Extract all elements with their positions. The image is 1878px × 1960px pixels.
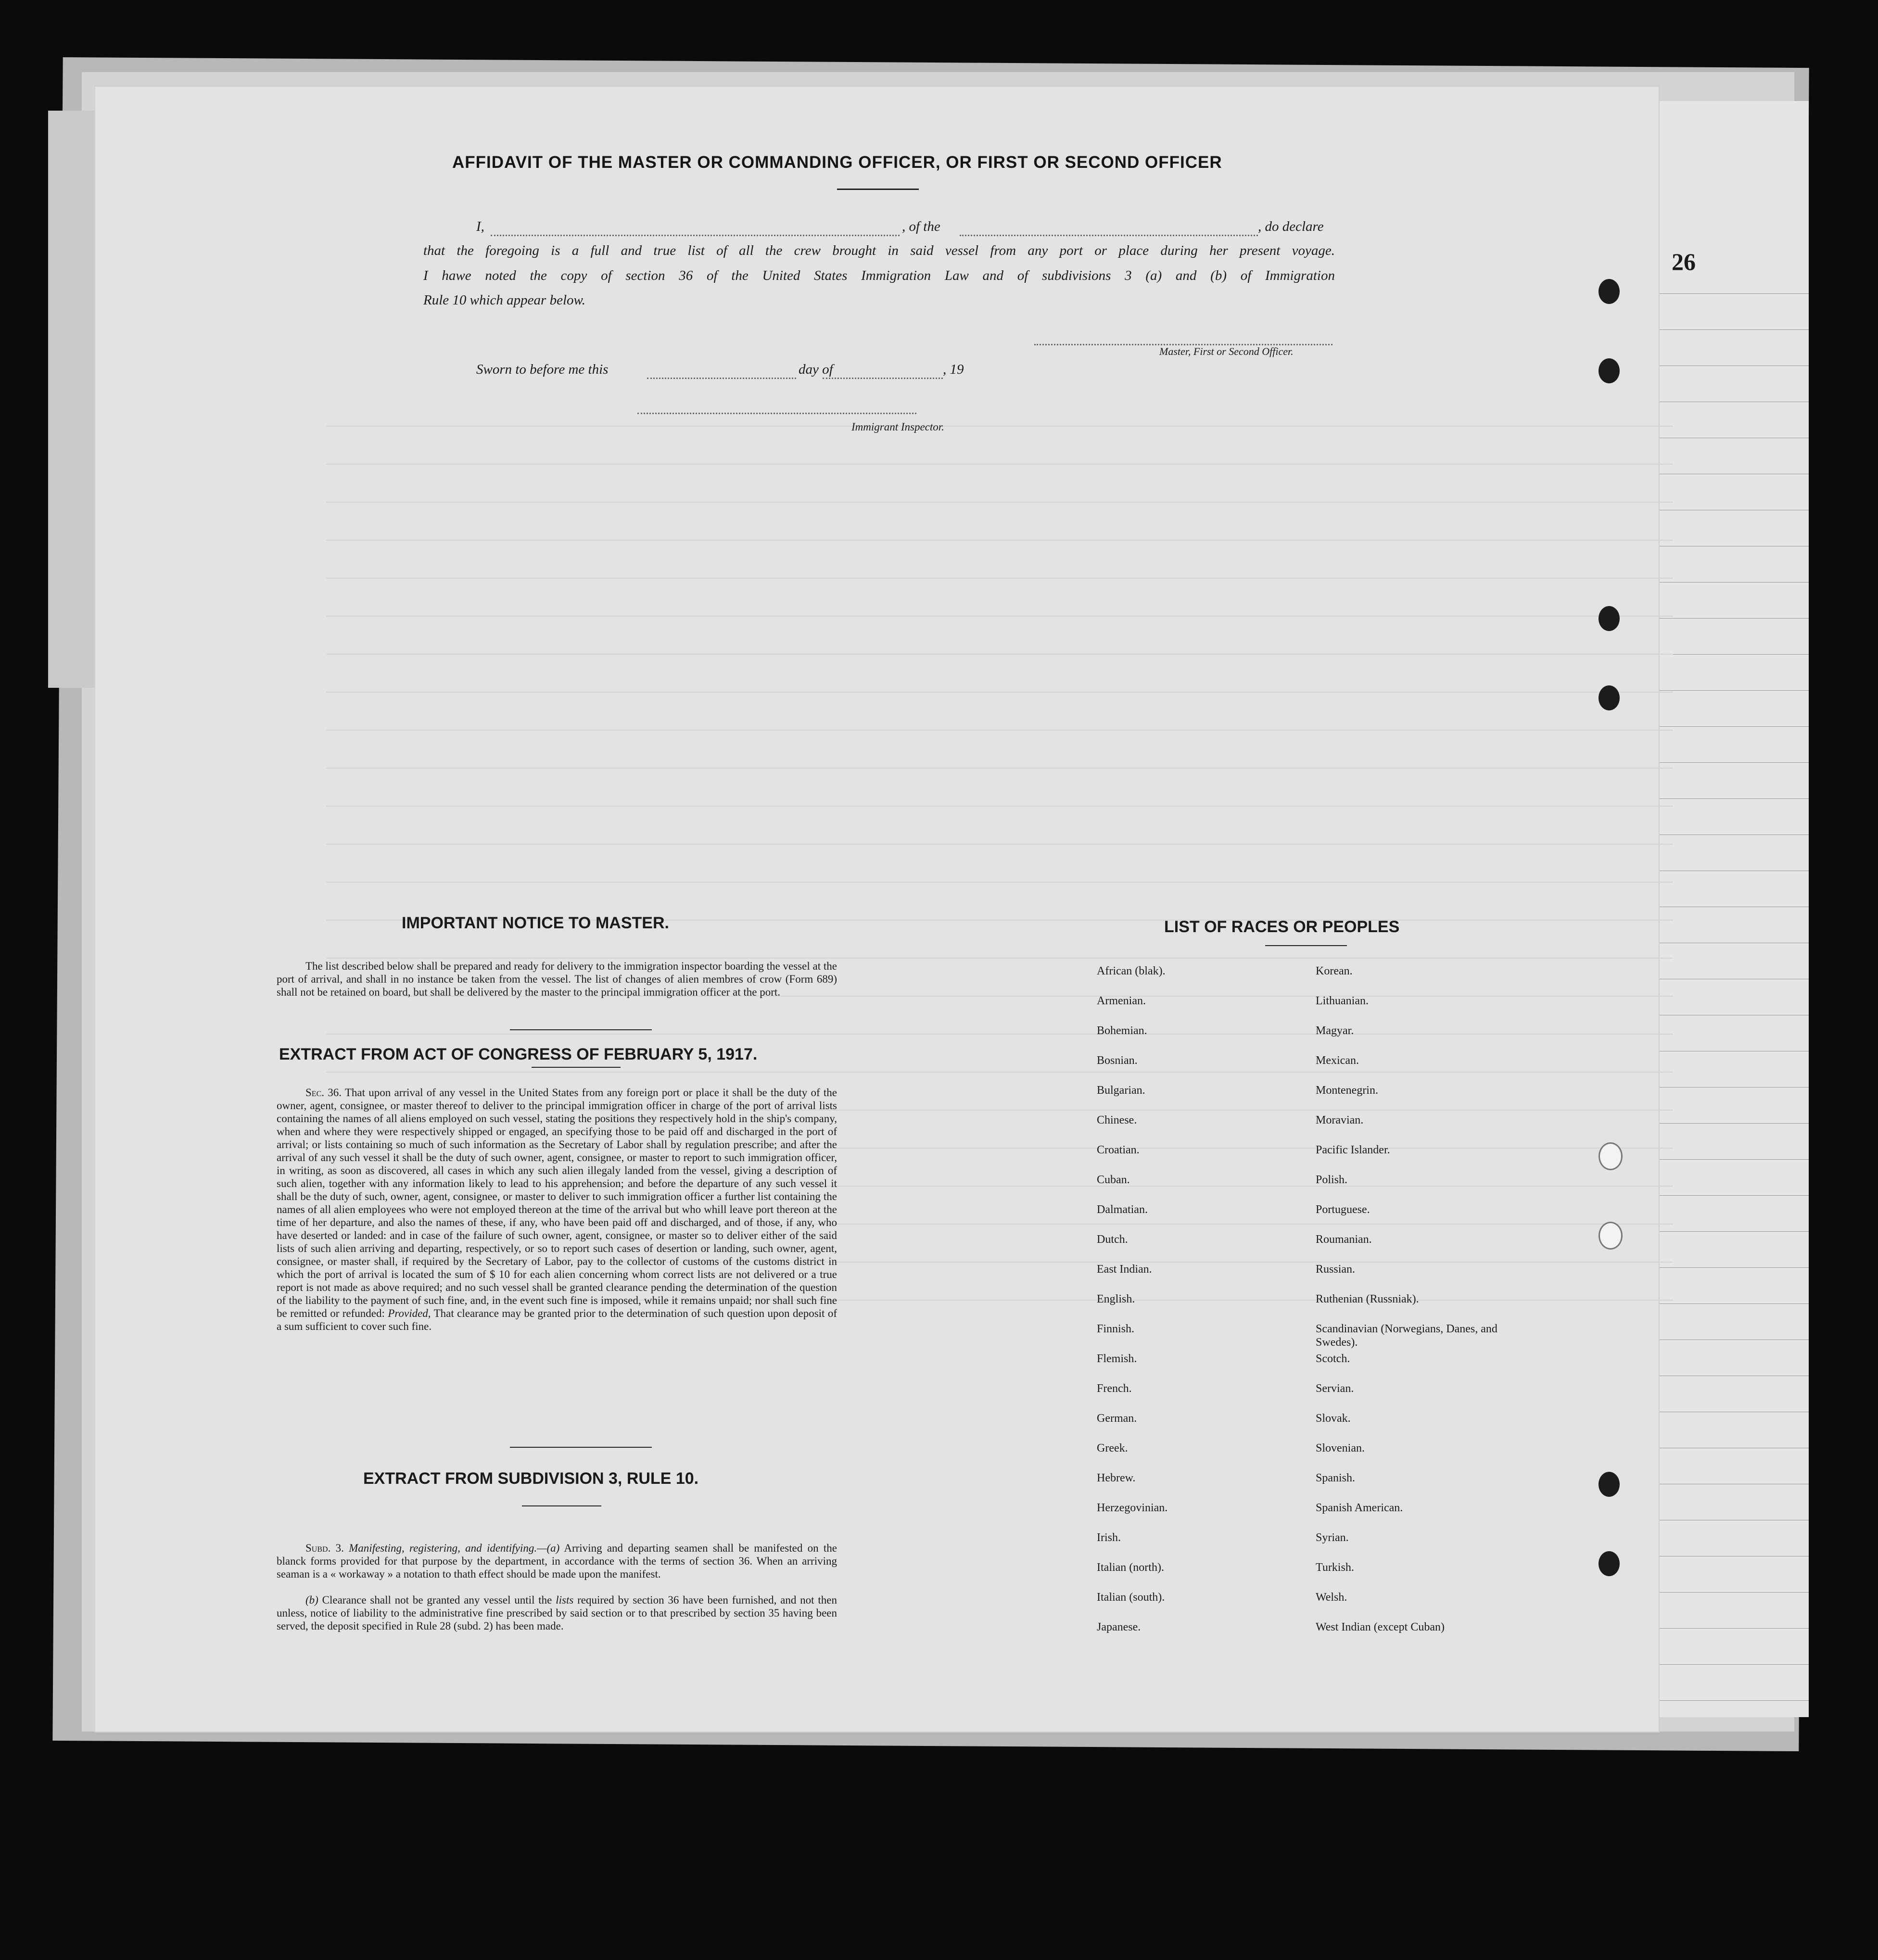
ledger-line [1636,618,1809,619]
divider [532,1067,621,1068]
extract-act-body [277,1086,837,1333]
race-item: Magyar. [1316,1024,1354,1037]
affidavit-title: AFFIDAVIT OF THE MASTER OR COMMANDING OFFICER, OR FIRST OR SECOND OFFICER [452,153,1222,172]
sworn-day: day of [799,362,833,377]
notice-body: The list described below shall be prepared and ready for delivery to the immigration inspector boarding the vessel at the port of arrival, and shall in no instance be taken from the vessel. The list of changes of alien membres of crow (Form 689) shall not be retained on board, but shall be delivered by the master to the principal immigration officer at the port. [277,960,837,998]
race-item: Italian (south). [1097,1591,1165,1604]
race-item: Irish. [1097,1531,1121,1544]
ledger-line [1636,1628,1809,1629]
race-item: Slovak. [1316,1412,1351,1425]
para-b-post: required by section 36 have been furnished, and not then unless, notice of liability to the administrative fine prescribed by said section or to that prescribed by section 35 having been served, the deposit specified in Rule 28 (subd. 2) has been made. [277,1594,837,1632]
ledger-line [1636,1123,1809,1124]
races-left-column [1097,964,1289,1650]
race-item: Greek. [1097,1442,1128,1454]
race-item: Spanish American. [1316,1502,1403,1514]
races-right-column [1316,964,1508,1650]
ledger-line [1636,1267,1809,1268]
vessel-blank [960,235,1258,236]
affidavit-line: that the foregoing is a full and true list of all the crew brought in said vessel from any port or place during her present voyage. [423,243,1335,258]
race-item: Polish. [1316,1174,1348,1186]
race-item: Syrian. [1316,1531,1349,1544]
race-item: Hebrew. [1097,1472,1136,1484]
ghost-row [326,882,1673,883]
race-item: Slovenian. [1316,1442,1365,1454]
section-label: Sec. 36. [305,1087,342,1099]
section-text: That upon arrival of any vessel in the United States from any foreign port or place it shall be the duty of the owner, agent, consignee, or master thereof to deliver to the principal immigration officer in charge of the port of arrival lists containing the names of all aliens employed on such vessel, stating the positions they respectively hold in the ship's company, when and where they were respectively shipped or engaged, an specifying those to be paid off and discharged in the port of arrival; or lists containing so much of such information as the Secretary of Labor shall by regulation prescribe; and after the arrival of any such vessel it shall be the duty of such owner, agent, consignee, or master to report to such immigration officer, in writing, as soon as discovered, all cases in which any such alien illegaly landed from the vessel, giving a description of such alien, together with any information likely to lead to his apprehension; and before the departure of any such vessel it shall be the duty of such, owner, agent, consignee, or master to deliver to such immigration officer a further list containing the names of all alien employees who were not employed thereon at the time of the arrival but who whill leave port thereon at the time of her departure, and also the names of these, if any, who have been paid off and discharged, and of those, if any, who have deserted or landed: and in case of the failure of such owner, agent, consignee, or master so to deliver either of the said lists of such alien arriving and departing, respectively, or so to report such cases of desertion or landing, such owner, agent, consignee, or master shall, if required by the Secretary of Labor, pay to the collector of customs of the customs district in which the port of arrival is located the sum of $ 10 for each alien concerning whom correct lists are not delivered or a true report is not made as above required; and no such vessel shall be granted clearance pending the determination of the question of the liability to the payment of such fine, and, in the event such fine is imposed, while it remains unpaid; nor shall such fine be remitted or refunded: [277,1087,837,1319]
punch-hole [1599,1142,1623,1170]
race-item: Flemish. [1097,1353,1137,1365]
race-item: Portuguese. [1316,1203,1370,1216]
ghost-row [326,578,1673,579]
race-item: French. [1097,1382,1132,1395]
punch-hole [1599,1222,1623,1250]
race-item: Lithuanian. [1316,995,1369,1007]
race-item: Armenian. [1097,995,1146,1007]
race-item: Spanish. [1316,1472,1356,1484]
proviso-text: That clearance may be granted prior to the determination of such question upon deposit of a sum sufficient to cover such fine. [277,1307,837,1332]
race-item: Mexican. [1316,1054,1359,1067]
race-item: Herzegovinian. [1097,1502,1168,1514]
sworn-year: , 19 [943,362,964,377]
race-item: Chinese. [1097,1114,1137,1126]
extract-act-title: EXTRACT FROM ACT OF CONGRESS OF FEBRUARY 5, 1917. [279,1045,758,1063]
race-item: Servian. [1316,1382,1354,1395]
inspector-blank [637,413,916,414]
ghost-row [326,616,1673,617]
punch-hole [1599,279,1620,304]
ghost-row [326,806,1673,807]
ledger-line [1636,762,1809,763]
divider [522,1505,601,1506]
race-item: Scandinavian (Norwegians, Danes, and Swedes). [1316,1323,1497,1349]
punch-hole [1599,1472,1620,1497]
ledger-line [1636,798,1809,799]
ledger-line [1636,1700,1809,1701]
divider [510,1447,652,1448]
ledger-line [1636,1592,1809,1593]
affidavit-i: I, [476,219,484,234]
race-item: Ruthenian (Russniak). [1316,1293,1419,1305]
race-item: Montenegrin. [1316,1084,1378,1097]
race-item: German. [1097,1412,1137,1425]
month-blank [823,378,943,379]
affidavit-of-the: , of the [902,219,940,234]
race-item: Roumanian. [1316,1233,1372,1246]
ledger-line [1636,1231,1809,1232]
ghost-row [326,426,1673,427]
ghost-row [326,768,1673,769]
ghost-row [326,464,1673,465]
race-item: Bosnian. [1097,1054,1138,1067]
day-blank [647,378,796,379]
race-item: Finnish. [1097,1323,1135,1335]
ledger-line [1636,329,1809,330]
proviso-word: Provided, [388,1307,431,1319]
ghost-row [326,730,1673,731]
name-blank [491,235,900,236]
race-item: Croatian. [1097,1144,1140,1156]
affidavit-line: I hawe noted the copy of section 36 of the United States Immigration Law and of subdivisions 3 (a) and (b) of Immigration [423,268,1335,283]
ghost-row [326,844,1673,845]
extract-rule-title: EXTRACT FROM SUBDIVISION 3, RULE 10. [363,1469,699,1488]
race-item: Cuban. [1097,1174,1130,1186]
race-item: Korean. [1316,965,1353,977]
ghost-row [326,958,1673,959]
punch-hole [1599,685,1620,710]
affidavit-declare: , do declare [1258,219,1324,234]
affidavit-line: Rule 10 which appear below. [423,292,585,308]
races-title: LIST OF RACES OR PEOPLES [1164,918,1400,936]
ledger-line [1636,293,1809,294]
subd-heading: Manifesting, registering, and identifying.—(a) [349,1542,560,1554]
para-b-pre: Clearance shall not be granted any vessel until the [322,1594,552,1606]
ledger-line [1636,1159,1809,1160]
race-item: Dutch. [1097,1233,1128,1246]
ledger-line [1636,690,1809,691]
race-item: Scotch. [1316,1353,1350,1365]
race-item: Welsh. [1316,1591,1347,1604]
notice-title: IMPORTANT NOTICE TO MASTER. [402,914,669,932]
punch-hole [1599,1551,1620,1576]
divider [837,189,919,190]
ledger-line [1636,1303,1809,1304]
punch-hole [1599,358,1620,383]
race-item: Bulgarian. [1097,1084,1145,1097]
ghost-row [326,654,1673,655]
ghost-row [326,540,1673,541]
rule-para-b [277,1593,837,1632]
rule-para-a [277,1542,837,1581]
para-b-label: (b) [305,1594,318,1606]
right-ledger-sheet [1636,101,1809,1717]
race-item: Russian. [1316,1263,1356,1276]
ledger-line [1636,1195,1809,1196]
punch-hole [1599,606,1620,631]
race-item: Bohemian. [1097,1024,1147,1037]
inspector-label: Immigrant Inspector. [851,421,944,433]
divider [510,1029,652,1030]
ghost-row [326,502,1673,503]
race-item: West Indian (except Cuban) [1316,1621,1445,1633]
race-item: Italian (north). [1097,1561,1164,1574]
para-b-lists: lists [556,1594,574,1606]
race-item: East Indian. [1097,1263,1152,1276]
divider [1265,945,1347,946]
left-page-edge [48,111,101,688]
subd-label: Subd. 3. [305,1542,344,1554]
race-item: Pacific Islander. [1316,1144,1390,1156]
page-number: 26 [1672,248,1696,275]
ledger-line [1636,726,1809,727]
race-item: Turkish. [1316,1561,1354,1574]
para-a-text: Arriving and departing seamen shall be manifested on the blanck forms provided for that purpose by the department, in accordance with the terms of section 36. When an arriving seaman is a « workaway » a notation to thath effect should be made upon the manifest. [277,1542,837,1580]
race-item: Japanese. [1097,1621,1141,1633]
race-item: Moravian. [1316,1114,1364,1126]
race-item: African (blak). [1097,965,1166,977]
signature-label: Master, First or Second Officer. [1159,345,1294,357]
race-item: English. [1097,1293,1135,1305]
race-item: Dalmatian. [1097,1203,1148,1216]
sworn-text: Sworn to before me this [476,362,609,377]
ghost-row [326,692,1673,693]
ledger-line [1636,1664,1809,1665]
